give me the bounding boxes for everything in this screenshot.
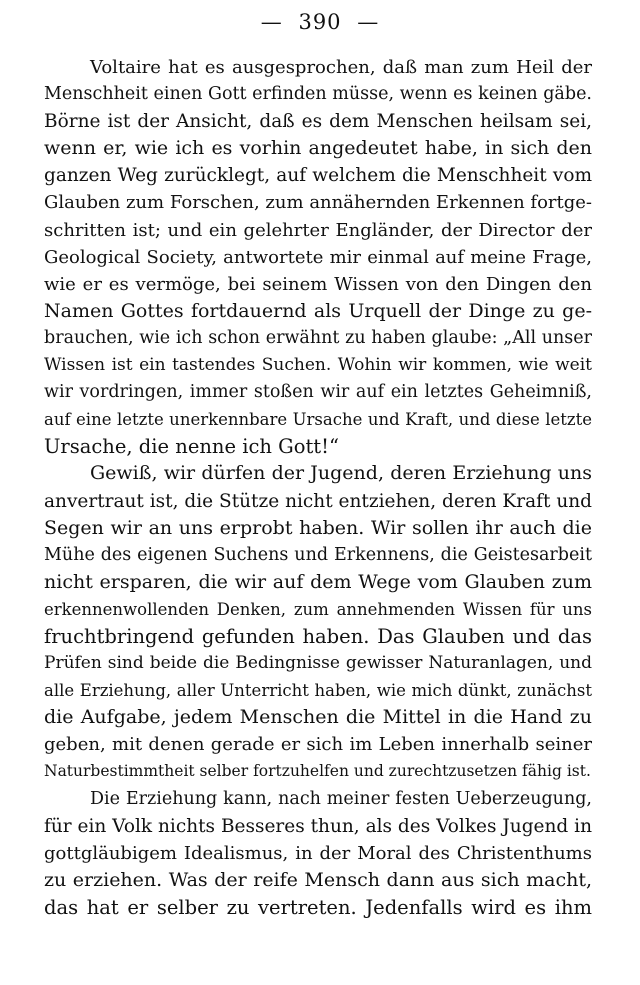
- text-line: für ein Volk nichts Besseres thun, als des Volkes Jugend in: [44, 815, 592, 837]
- text-line: Glauben zum Forschen, zum annähernden Erkennen fortge-: [44, 192, 592, 214]
- text-line: die Aufgabe, jedem Menschen die Mittel in die Hand zu: [44, 706, 592, 729]
- page-number: 390: [298, 10, 342, 34]
- text-line: fruchtbringend gefunden haben. Das Glauben und das: [44, 624, 592, 648]
- text-line: Naturbestimmtheit selber fortzuhelfen und zurechtzusetzen fähig ist.: [44, 762, 591, 781]
- text-line: Wissen ist ein tastendes Suchen. Wohin wir kommen, wie weit: [44, 355, 592, 376]
- text-line: Namen Gottes fortdauernd als Urquell der Dinge zu ge-: [44, 299, 592, 322]
- text-line: zu erziehen. Was der reife Mensch dann aus sich macht,: [44, 868, 592, 891]
- text-line: ganzen Weg zurücklegt, auf welchem die Menschheit vom: [44, 165, 592, 187]
- text-line: Voltaire hat es ausgesprochen, daß man zum Heil der: [90, 57, 592, 78]
- text-line: alle Erziehung, aller Unterricht haben, wie mich dünkt, zunächst: [44, 681, 592, 701]
- body-text: [44, 54, 592, 921]
- text-line: Geological Society, antwortete mir einmal auf meine Frage,: [44, 246, 592, 268]
- text-line: Börne ist der Ansicht, daß es dem Menschen heilsam sei,: [44, 111, 592, 133]
- text-line: gottgläubigem Idealismus, in der Moral des Christenthums: [44, 842, 592, 864]
- text-line: wir vordringen, immer stoßen wir auf ein letztes Geheimniß,: [44, 382, 592, 403]
- text-line: geben, mit denen gerade er sich im Leben innerhalb seiner: [44, 734, 592, 756]
- text-line: Segen wir an uns erprobt haben. Wir sollen ihr auch die: [44, 516, 592, 539]
- text-line: schritten ist; und ein gelehrter Engländer, der Director der: [44, 219, 592, 241]
- text-line: wenn er, wie ich es vorhin angedeutet habe, in sich den: [44, 137, 592, 160]
- header-dash-right: —: [357, 10, 380, 34]
- text-line: Mühe des eigenen Suchens und Erkennens, die Geistesarbeit: [44, 544, 592, 565]
- text-line: anvertraut ist, die Stütze nicht entziehen, deren Kraft und: [44, 490, 592, 512]
- text-line: wie er es vermöge, bei seinem Wissen von den Dingen den: [44, 273, 592, 295]
- text-line: das hat er selber zu vertreten. Jedenfalls wird es ihm: [44, 895, 592, 919]
- text-line: Ursache, die nenne ich Gott!“: [44, 435, 339, 459]
- text-line: nicht ersparen, die wir auf dem Wege vom Glauben zum: [44, 570, 592, 593]
- text-line: erkennenwollenden Denken, zum annehmenden Wissen für uns: [44, 599, 592, 619]
- text-line: brauchen, wie ich schon erwähnt zu haben glaube: „All unser: [44, 327, 592, 348]
- text-line: Prüfen sind beide die Bedingnisse gewisser Naturanlagen, und: [44, 653, 592, 674]
- text-line: Die Erziehung kann, nach meiner festen Ueberzeugung,: [90, 788, 592, 809]
- text-line: Gewiß, wir dürfen der Jugend, deren Erziehung uns: [90, 462, 592, 485]
- text-line: auf eine letzte unerkennbare Ursache und Kraft, und diese letzte: [44, 410, 592, 430]
- text-line: Menschheit einen Gott erfinden müsse, wenn es keinen gäbe.: [44, 84, 592, 105]
- page-header: [0, 10, 640, 34]
- header-dash-left: —: [260, 10, 283, 34]
